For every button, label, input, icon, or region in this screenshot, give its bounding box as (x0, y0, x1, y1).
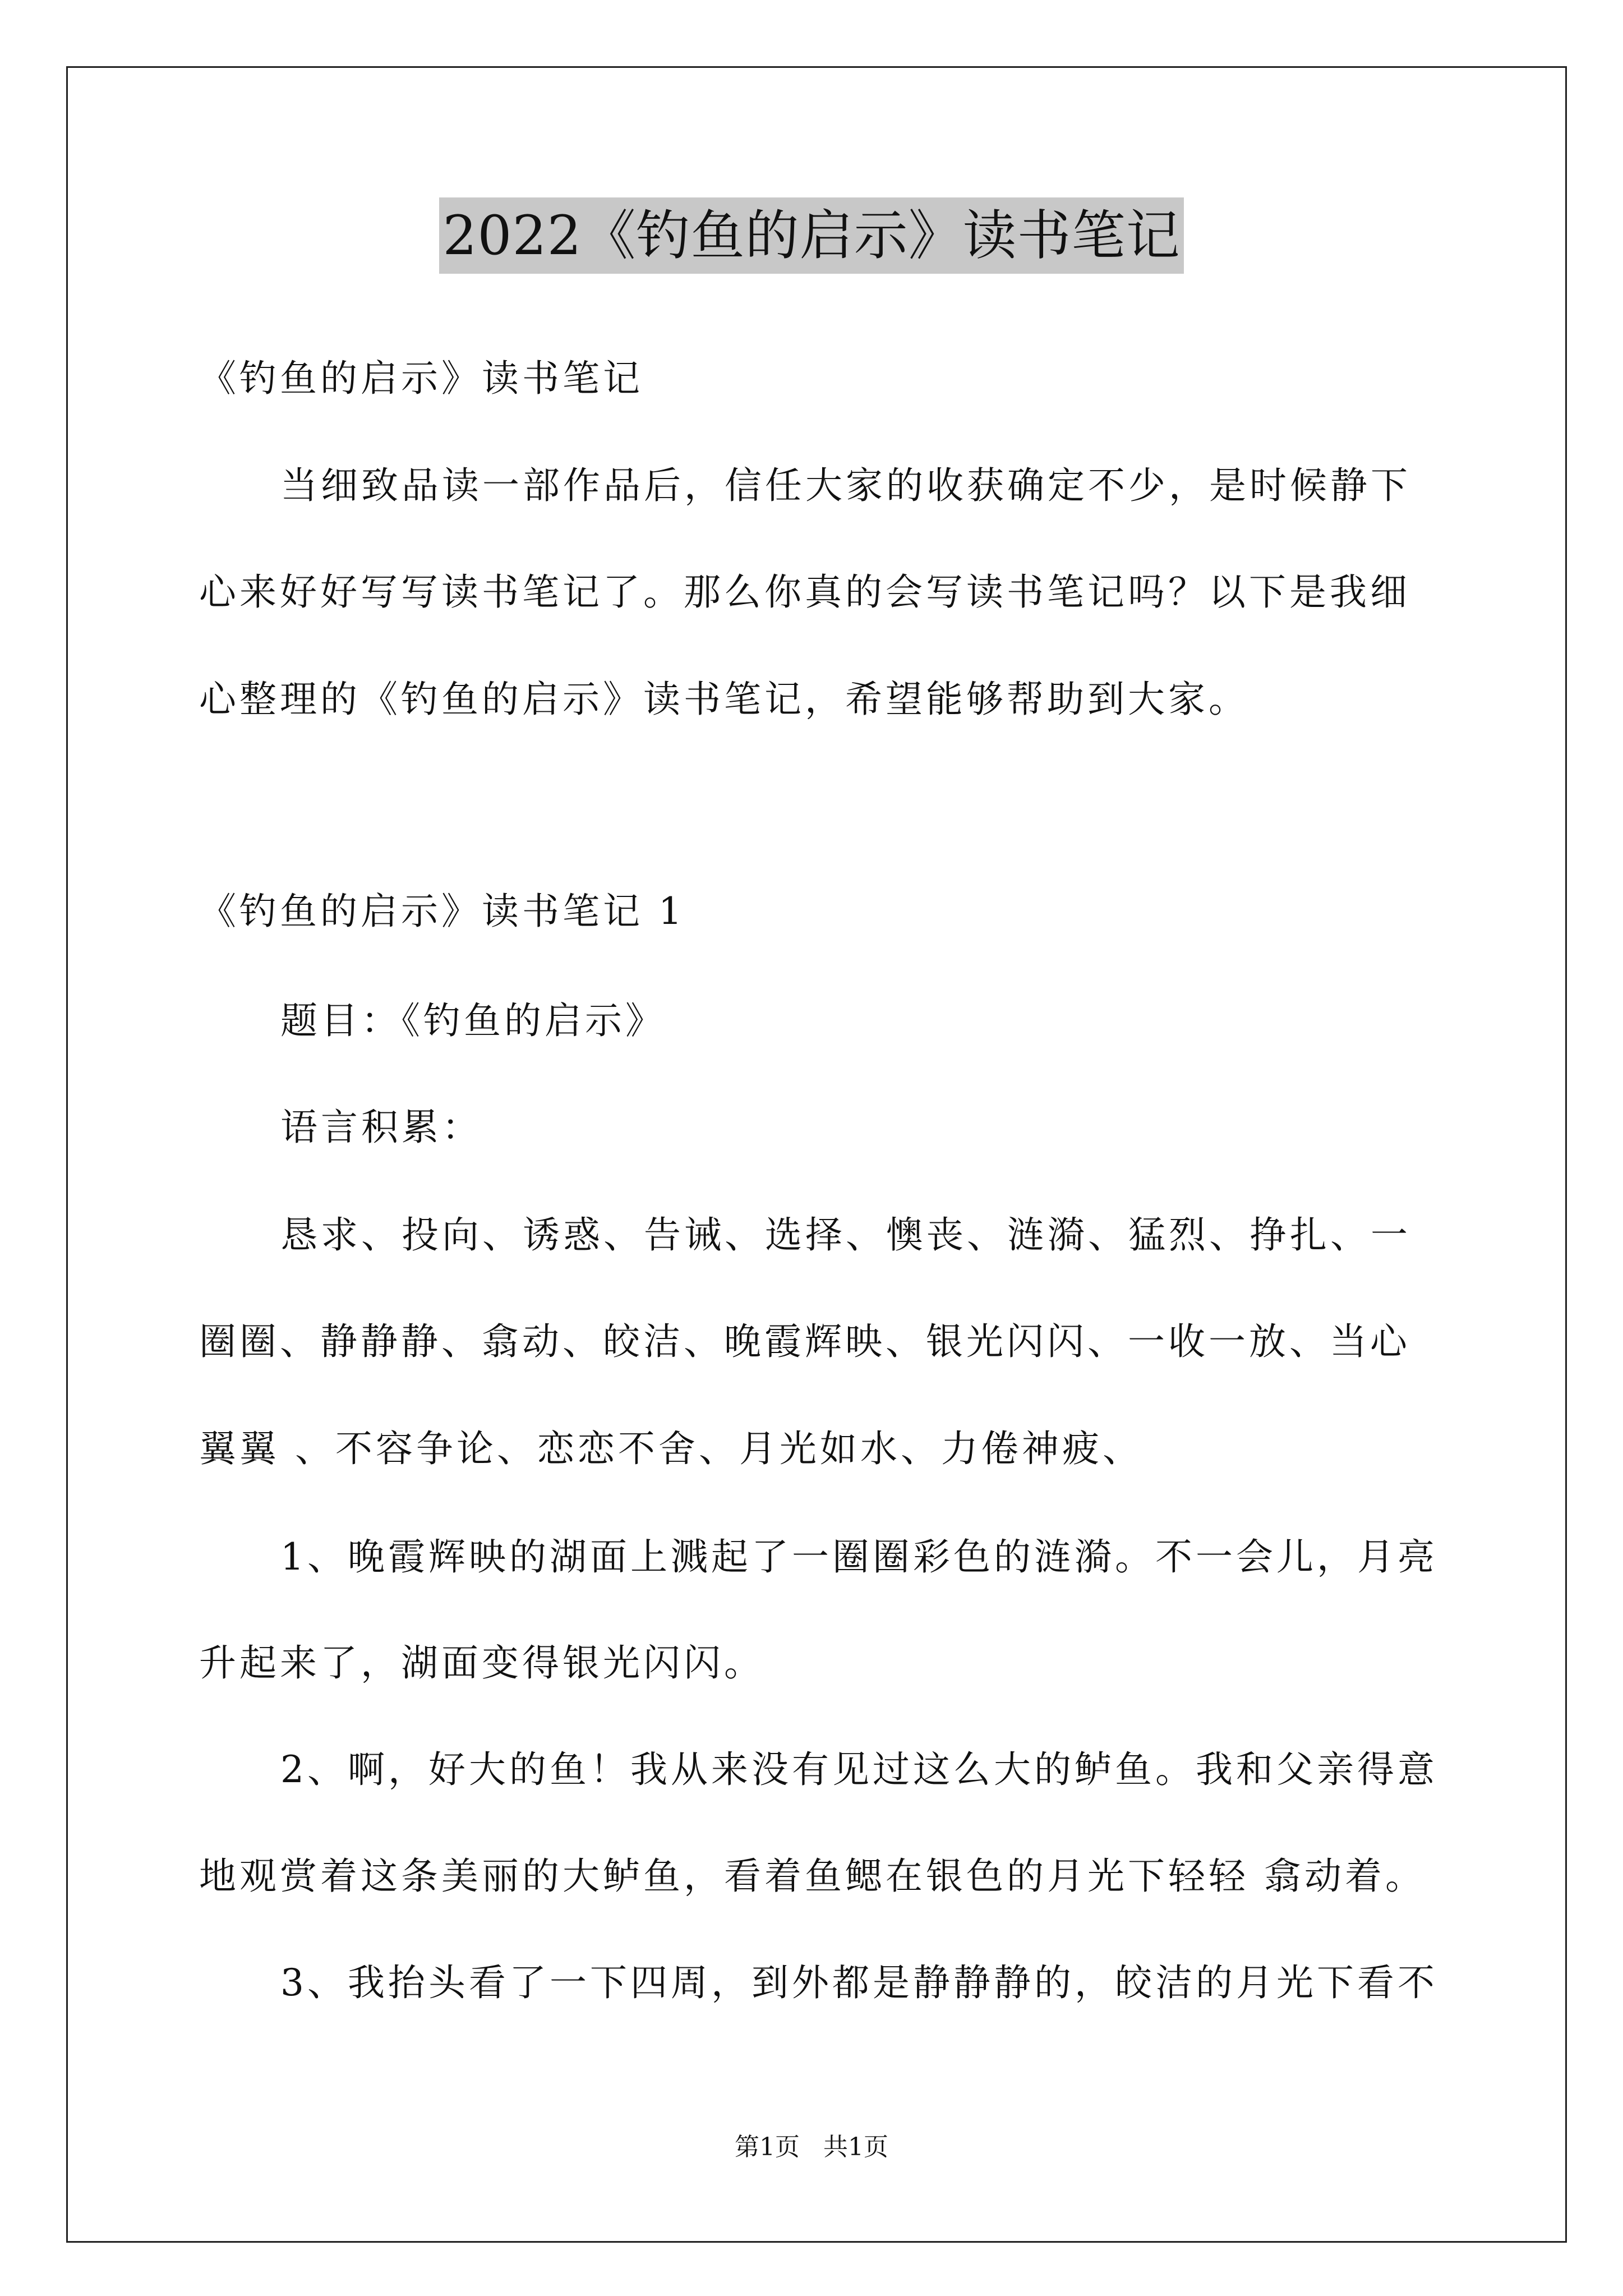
paragraph-line: 地观赏着这条美丽的大鲈鱼，看着鱼鳃在银色的月光下轻轻 翕动着。 (199, 1855, 1426, 1898)
paragraph-line: 翼翼 、不容争论、恋恋不舍、月光如水、力倦神疲、 (199, 1427, 1143, 1470)
paragraph-line: 1、晚霞辉映的湖面上溅起了一圈圈彩色的涟漪。不一会儿，月亮 (280, 1535, 1438, 1579)
document-title: 2022《钓鱼的启示》读书笔记 (439, 197, 1183, 274)
paragraph-line: 语言积累： (280, 1106, 482, 1149)
section-heading: 《钓鱼的启示》读书笔记 1 (199, 890, 685, 933)
paragraph-line: 题目：《钓鱼的启示》 (280, 999, 666, 1042)
paragraph-line: 圈圈、静静静、翕动、皎洁、晚霞辉映、银光闪闪、一收一放、当心 (199, 1320, 1410, 1363)
paragraph-line: 心整理的《钓鱼的启示》读书笔记，希望能够帮助到大家。 (199, 678, 1249, 721)
paragraph-line: 当细致品读一部作品后，信任大家的收获确定不少，是时候静下 (280, 464, 1411, 507)
paragraph-line: 2、啊，好大的鱼！我从来没有见过这么大的鲈鱼。我和父亲得意 (280, 1748, 1438, 1791)
title-container (0, 197, 1623, 274)
paragraph-line: 3、我抬头看了一下四周，到外都是静静静的，皎洁的月光下看不 (280, 1961, 1438, 2004)
paragraph-line: 心来好好写写读书笔记了。那么你真的会写读书笔记吗？以下是我细 (199, 570, 1410, 614)
subtitle-line: 《钓鱼的启示》读书笔记 (199, 357, 643, 400)
paragraph-line: 恳求、投向、诱惑、告诫、选择、懊丧、涟漪、猛烈、挣扎、一 (280, 1213, 1411, 1257)
paragraph-line: 升起来了，湖面变得银光闪闪。 (199, 1641, 764, 1685)
page-footer: 第1页 共1页 (735, 2133, 888, 2161)
